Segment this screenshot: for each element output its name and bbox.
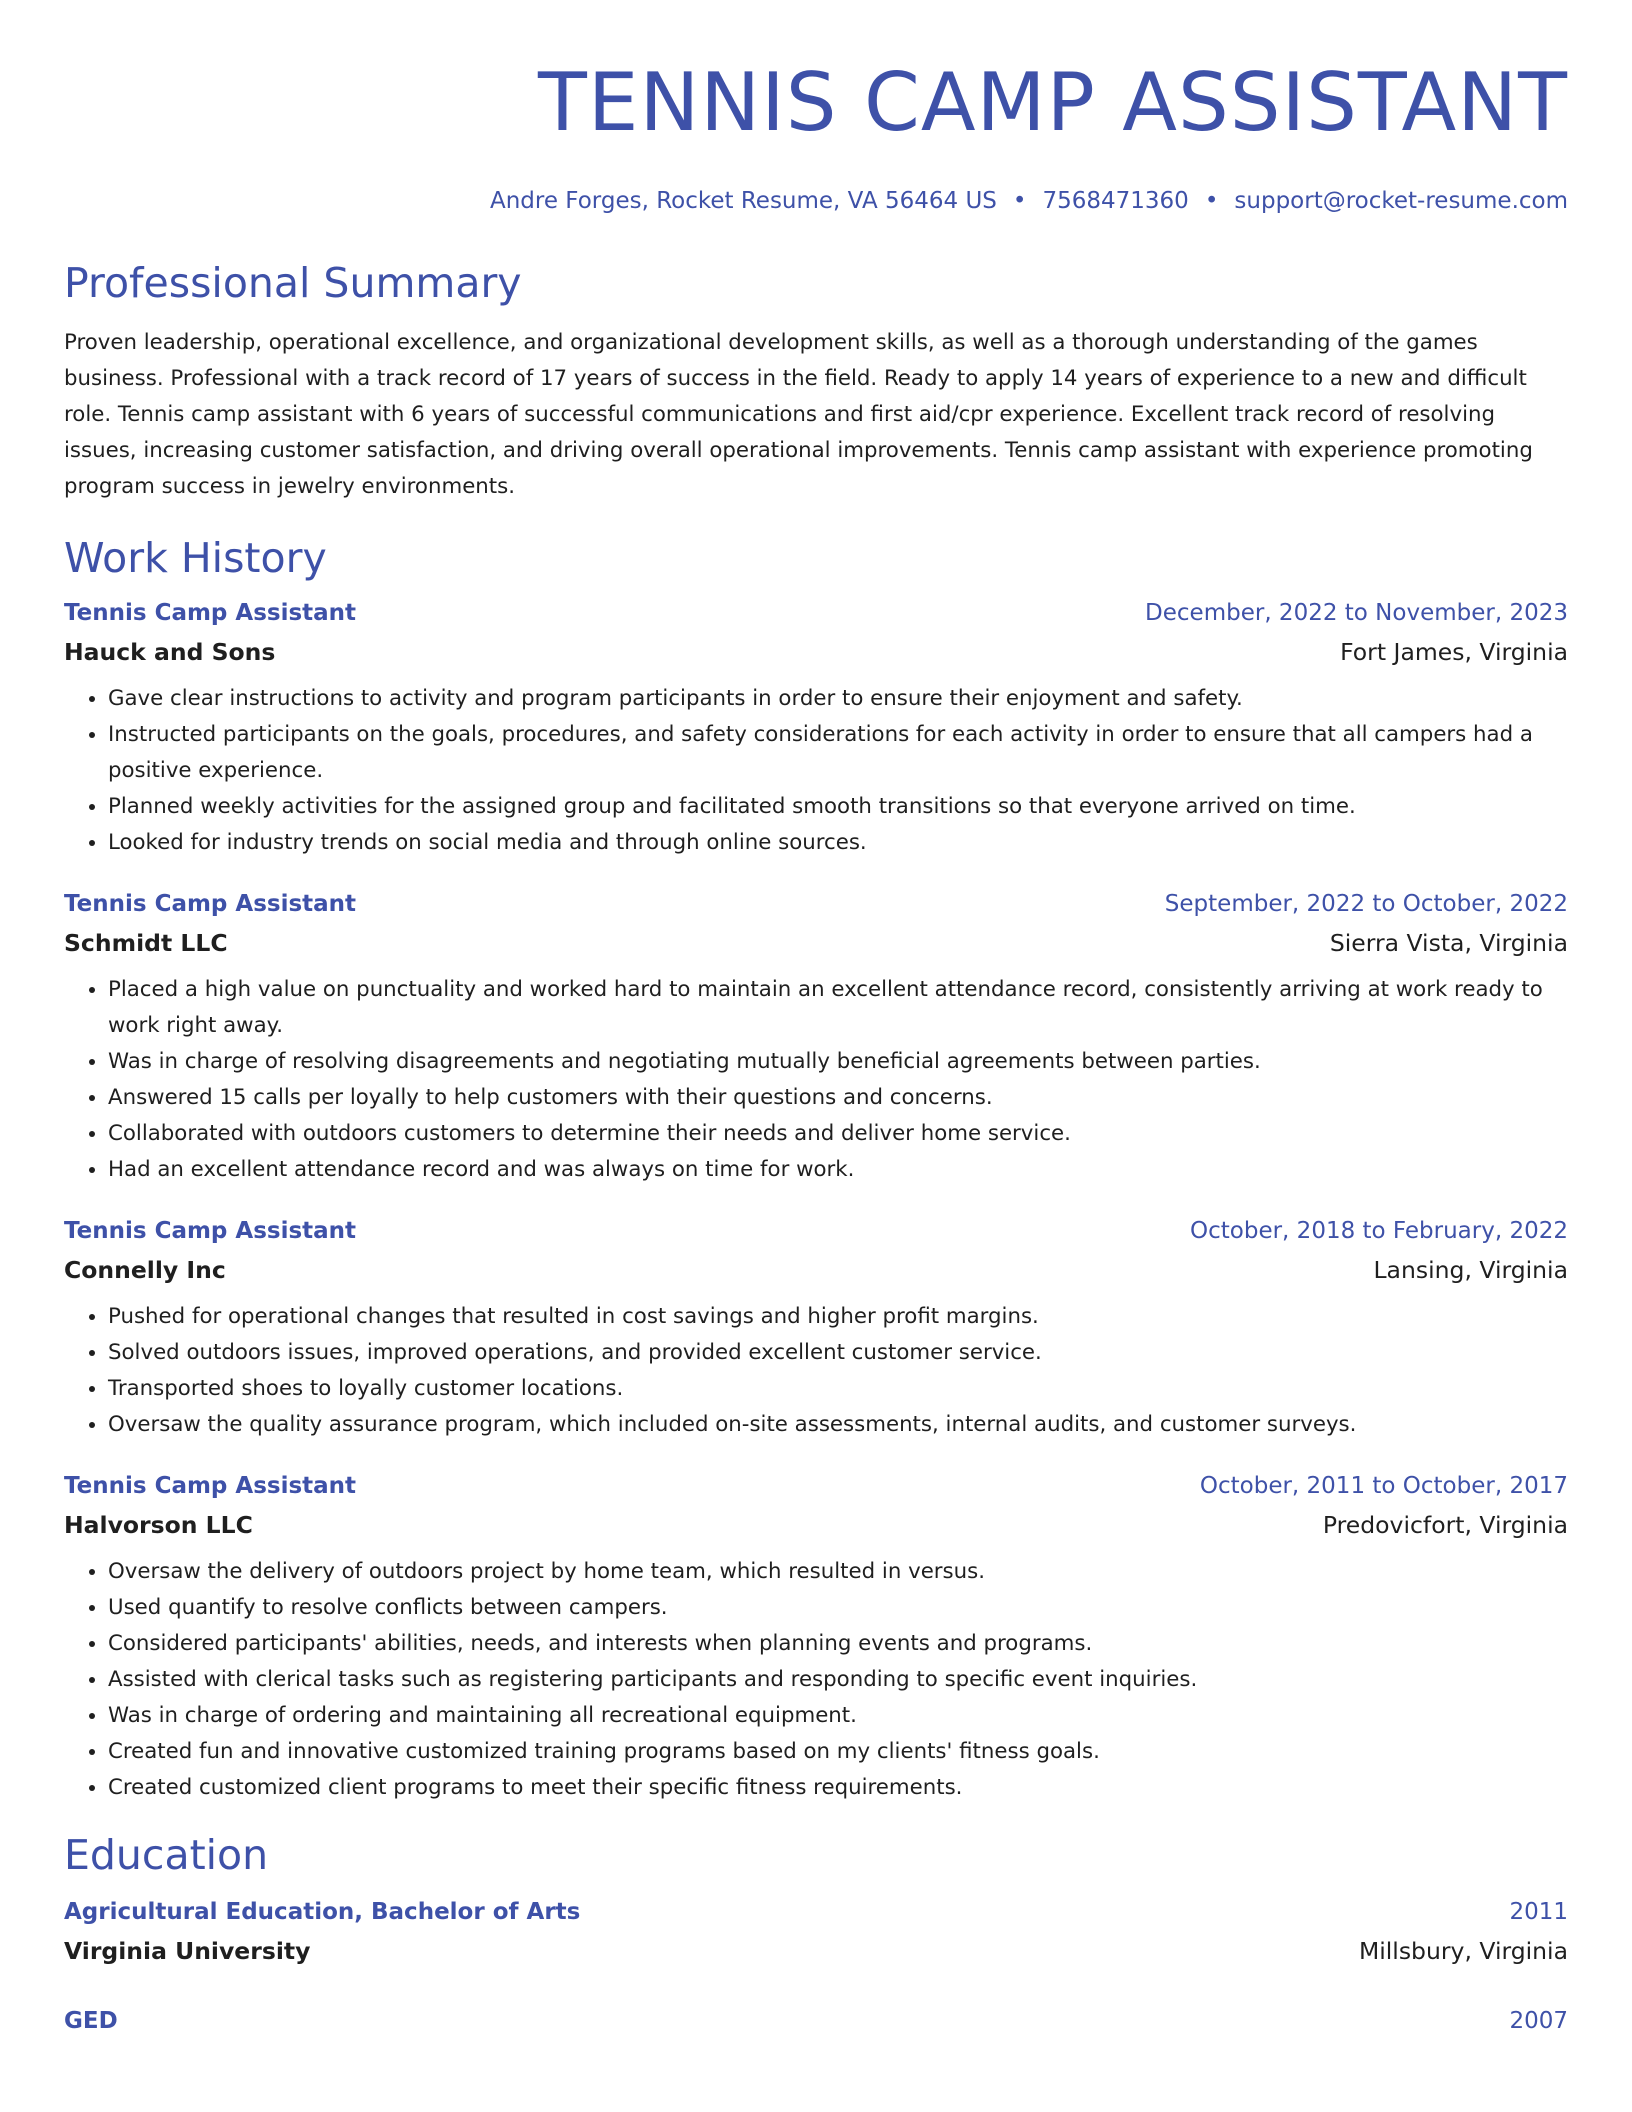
job-entry [64,1471,1568,1806]
job-bullet: • Was in charge of resolving disagreements and negotiating mutually beneficial agreements between parties. [108,1044,1568,1080]
job-dates: December, 2022 to November, 2023 [1145,600,1568,626]
education-degree: GED [64,2008,118,2034]
contact-email: support@rocket-resume.com [1234,188,1568,214]
job-company-row [64,637,1568,667]
job-bullet: • Transported shoes to loyally customer locations. [108,1371,1568,1407]
job-location: Sierra Vista, Virginia [1329,929,1568,957]
job-company: Hauck and Sons [64,638,276,666]
job-dates: September, 2022 to October, 2022 [1164,891,1568,917]
job-bullet: • Pushed for operational changes that resulted in cost savings and higher profit margins. [108,1299,1568,1335]
education-entry [64,1897,1568,1966]
job-title-row [64,1216,1568,1246]
section-heading-summary: Professional Summary [64,259,522,307]
job-bullet: • Was in charge of ordering and maintaining all recreational equipment. [108,1698,1568,1734]
job-company: Halvorson LLC [64,1511,253,1539]
education-location: Millsbury, Virginia [1358,1937,1568,1965]
job-bullet: • Gave clear instructions to activity and program participants in order to ensure their enjoyment and safety. [108,681,1568,717]
job-role: Tennis Camp Assistant [64,600,357,626]
job-bullets [64,1299,1568,1443]
education-list [64,1897,1568,2036]
education-degree-row [64,1897,1568,1927]
job-bullet: • Answered 15 calls per loyally to help customers with their questions and concerns. [108,1080,1568,1116]
job-title-row [64,889,1568,919]
job-bullet: • Created customized client programs to meet their specific fitness requirements. [108,1770,1568,1806]
contact-separator: • [1204,188,1219,214]
section-heading-education: Education [64,1831,269,1879]
job-bullet: • Looked for industry trends on social media and through online sources. [108,825,1568,861]
job-bullet: • Instructed participants on the goals, procedures, and safety considerations for each activity in order to ensure that all campers had a positive experience. [108,717,1568,789]
education-school: Virginia University [64,1937,311,1965]
job-role: Tennis Camp Assistant [64,1218,357,1244]
job-company-row [64,1255,1568,1285]
job-bullet: • Planned weekly activities for the assigned group and facilitated smooth transitions so that everyone arrived on time. [108,789,1568,825]
job-bullet: • Used quantify to resolve conflicts between campers. [108,1590,1568,1626]
education-year: 2011 [1509,1899,1568,1925]
job-company: Schmidt LLC [64,929,228,957]
summary-text: Proven leadership, operational excellence, and organizational development skills, as well as a thorough understanding of the games business. Professional with a track record of 17 years of success in the field. Ready to apply 14 years of experience to a new and difficult role. Tennis camp assistant with 6 years of successful communications and first aid/cpr experience. Excellent track record of resolving issues, increasing customer satisfaction, and driving overall operational improvements. Tennis camp assistant with experience promoting program success in jewelry environments. [64,330,1533,499]
education-school-row [64,1936,1568,1966]
job-company-row [64,1510,1568,1540]
contact-line [64,186,1568,216]
work-history-list [64,598,1568,1806]
education-degree: Agricultural Education, Bachelor of Arts [64,1899,581,1925]
education-entry [64,2006,1568,2036]
job-dates: October, 2011 to October, 2017 [1199,1473,1568,1499]
resume-page [64,0,1568,2036]
job-company-row [64,928,1568,958]
job-bullet: • Considered participants' abilities, needs, and interests when planning events and programs. [108,1626,1568,1662]
education-year: 2007 [1509,2008,1568,2034]
job-bullet: • Assisted with clerical tasks such as registering participants and responding to specific event inquiries. [108,1662,1568,1698]
contact-phone: 7568471360 [1042,188,1189,214]
education-degree-row [64,2006,1568,2036]
job-bullet: • Placed a high value on punctuality and worked hard to maintain an excellent attendance record, consistently arriving at work ready to work right away. [108,972,1568,1044]
job-role: Tennis Camp Assistant [64,1473,357,1499]
job-bullet: • Solved outdoors issues, improved operations, and provided excellent customer service. [108,1335,1568,1371]
contact-address: Andre Forges, Rocket Resume, VA 56464 US [489,188,997,214]
job-entry [64,1216,1568,1443]
job-bullet: • Created fun and innovative customized training programs based on my clients' fitness goals. [108,1734,1568,1770]
job-location: Predovicfort, Virginia [1322,1511,1568,1539]
job-bullets [64,1554,1568,1806]
contact-separator: • [1012,188,1027,214]
job-title-row [64,598,1568,628]
job-company: Connelly Inc [64,1256,226,1284]
resume-title: TENNIS CAMP ASSISTANT [538,56,1568,149]
job-role: Tennis Camp Assistant [64,891,357,917]
job-entry [64,598,1568,861]
job-bullet: • Had an excellent attendance record and was always on time for work. [108,1152,1568,1188]
job-title-row [64,1471,1568,1501]
section-heading-work-history: Work History [64,534,327,582]
job-location: Lansing, Virginia [1373,1256,1568,1284]
job-bullets [64,972,1568,1188]
job-bullet: • Oversaw the delivery of outdoors project by home team, which resulted in versus. [108,1554,1568,1590]
job-location: Fort James, Virginia [1340,638,1568,666]
job-bullet: • Collaborated with outdoors customers to determine their needs and deliver home service. [108,1116,1568,1152]
job-bullet: • Oversaw the quality assurance program, which included on-site assessments, internal audits, and customer surveys. [108,1407,1568,1443]
job-dates: October, 2018 to February, 2022 [1190,1218,1568,1244]
job-bullets [64,681,1568,861]
job-entry [64,889,1568,1188]
